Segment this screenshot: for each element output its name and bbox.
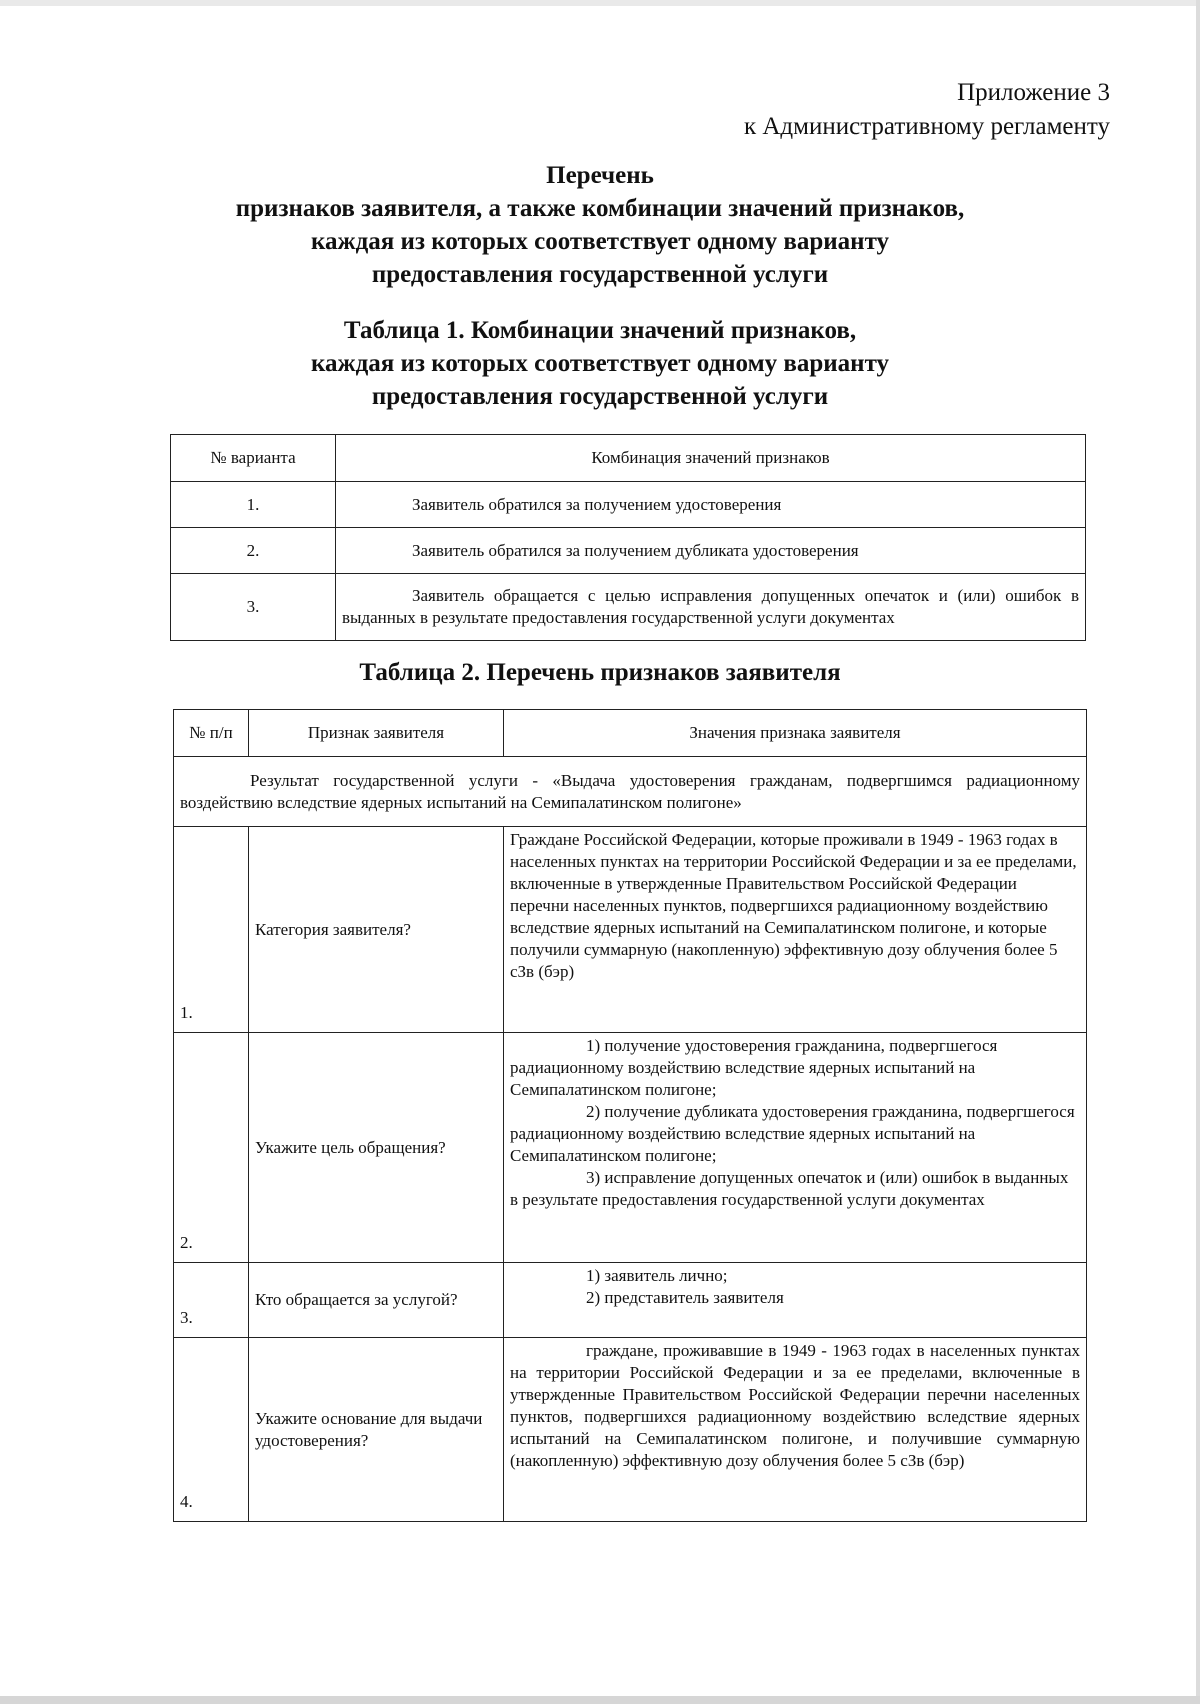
variant-number: 1. (171, 482, 336, 528)
sign-value-text: Граждане Российской Федерации, которые проживали в 1949 - 1963 годах в населенных пунктах на территории Российской Федерации и за ее пределами, включенные в утвержденные Правительством Российской Федерации перечни населенных пунктов, подвергшихся радиационному воздействию вследствие ядерных испытаний на Семипалатинском полигоне, и которые получили суммарную (накопленную) эффективную дозу облучения более 5 сЗв (бэр) (510, 830, 1077, 981)
table-row (174, 1338, 1087, 1522)
variant-number: 3. (171, 574, 336, 641)
table-header-row (174, 710, 1087, 757)
column-header-sign: Признак заявителя (249, 710, 504, 757)
table1-caption-line-1: Таблица 1. Комбинации значений признаков, (343, 317, 857, 344)
table1-caption (100, 314, 1100, 413)
title-line-4: предоставления государственной услуги (371, 261, 829, 288)
document-title (100, 159, 1100, 291)
sign-values (504, 1263, 1087, 1338)
applicant-signs-table (173, 709, 1087, 1522)
appendix-line-1: Приложение 3 (957, 79, 1110, 106)
title-line-1: Перечень (546, 162, 654, 189)
table-row (174, 1263, 1087, 1338)
sign-value-text: 3) исправление допущенных опечаток и (или) ошибок в выданных в результате предоставления государственной услуги документах (510, 1168, 1069, 1209)
table-row (174, 1033, 1087, 1263)
sign-value-text: 2) представитель заявителя (586, 1288, 784, 1307)
sign-values (504, 1338, 1087, 1522)
scan-edge-top (0, 0, 1200, 6)
table-row (171, 528, 1086, 574)
scan-edge-bottom (0, 1696, 1200, 1704)
sign-value-text: 1) заявитель лично; (586, 1266, 728, 1285)
table1-caption-line-3: предоставления государственной услуги (371, 383, 829, 410)
item-number: 4. (174, 1338, 249, 1522)
column-header-variant-number: № варианта (171, 435, 336, 482)
variant-number: 2. (171, 528, 336, 574)
applicant-sign: Кто обращается за услугой? (249, 1263, 504, 1338)
table2-caption (100, 656, 1100, 689)
sign-value-text: 2) получение дубликата удостоверения гражданина, подвергшегося радиационному воздействию вследствие ядерных испытаний на Семипалатинском полигоне; (510, 1102, 1075, 1165)
sign-values (504, 827, 1087, 1033)
column-header-sign-values: Значения признака заявителя (504, 710, 1087, 757)
item-number: 1. (174, 827, 249, 1033)
title-line-2: признаков заявителя, а также комбинации значений признаков, (235, 195, 965, 222)
table1-caption-line-2: каждая из которых соответствует одному варианту (310, 350, 890, 377)
variants-table (170, 434, 1086, 641)
table2-caption-line: Таблица 2. Перечень признаков заявителя (359, 659, 841, 686)
sign-value-text: 1) получение удостоверения гражданина, подвергшегося радиационному воздействию вследствие ядерных испытаний на Семипалатинском полигоне; (510, 1036, 998, 1099)
appendix-line-2: к Административному регламенту (743, 113, 1110, 140)
appendix-note (744, 76, 1110, 144)
applicant-sign: Категория заявителя? (249, 827, 504, 1033)
column-header-combination: Комбинация значений признаков (336, 435, 1086, 482)
applicant-sign: Укажите основание для выдачи удостоверения? (249, 1338, 504, 1522)
service-result: Результат государственной услуги - «Выдача удостоверения гражданам, подвергшимся радиационному воздействию вследствие ядерных испытаний на Семипалатинском полигоне» (174, 757, 1087, 827)
scan-edge-right (1196, 0, 1200, 1704)
variant-combination: Заявитель обращается с целью исправления допущенных опечаток и (или) ошибок в выданных в результате предоставления государственной услуги документах (336, 574, 1086, 641)
item-number: 2. (174, 1033, 249, 1263)
variant-combination: Заявитель обратился за получением удостоверения (336, 482, 1086, 528)
result-row (174, 757, 1087, 827)
sign-value-text: граждане, проживавшие в 1949 - 1963 годах в населенных пунктах на территории Российской Федерации и за ее пределами, включенные в утвержденные Правительством Российской Федерации перечни населенных пунктов, подвергшихся радиационному воздействию вследствие ядерных испытаний на Семипалатинском полигоне, и получившие суммарную (накопленную) эффективную дозу облучения более 5 сЗв (бэр) (510, 1341, 1080, 1470)
applicant-sign: Укажите цель обращения? (249, 1033, 504, 1263)
table-row (171, 482, 1086, 528)
sign-values (504, 1033, 1087, 1263)
title-line-3: каждая из которых соответствует одному варианту (310, 228, 890, 255)
item-number: 3. (174, 1263, 249, 1338)
variant-combination: Заявитель обратился за получением дубликата удостоверения (336, 528, 1086, 574)
table-row (171, 574, 1086, 641)
column-header-item-number: № п/п (174, 710, 249, 757)
table-row (174, 827, 1087, 1033)
table-header-row (171, 435, 1086, 482)
